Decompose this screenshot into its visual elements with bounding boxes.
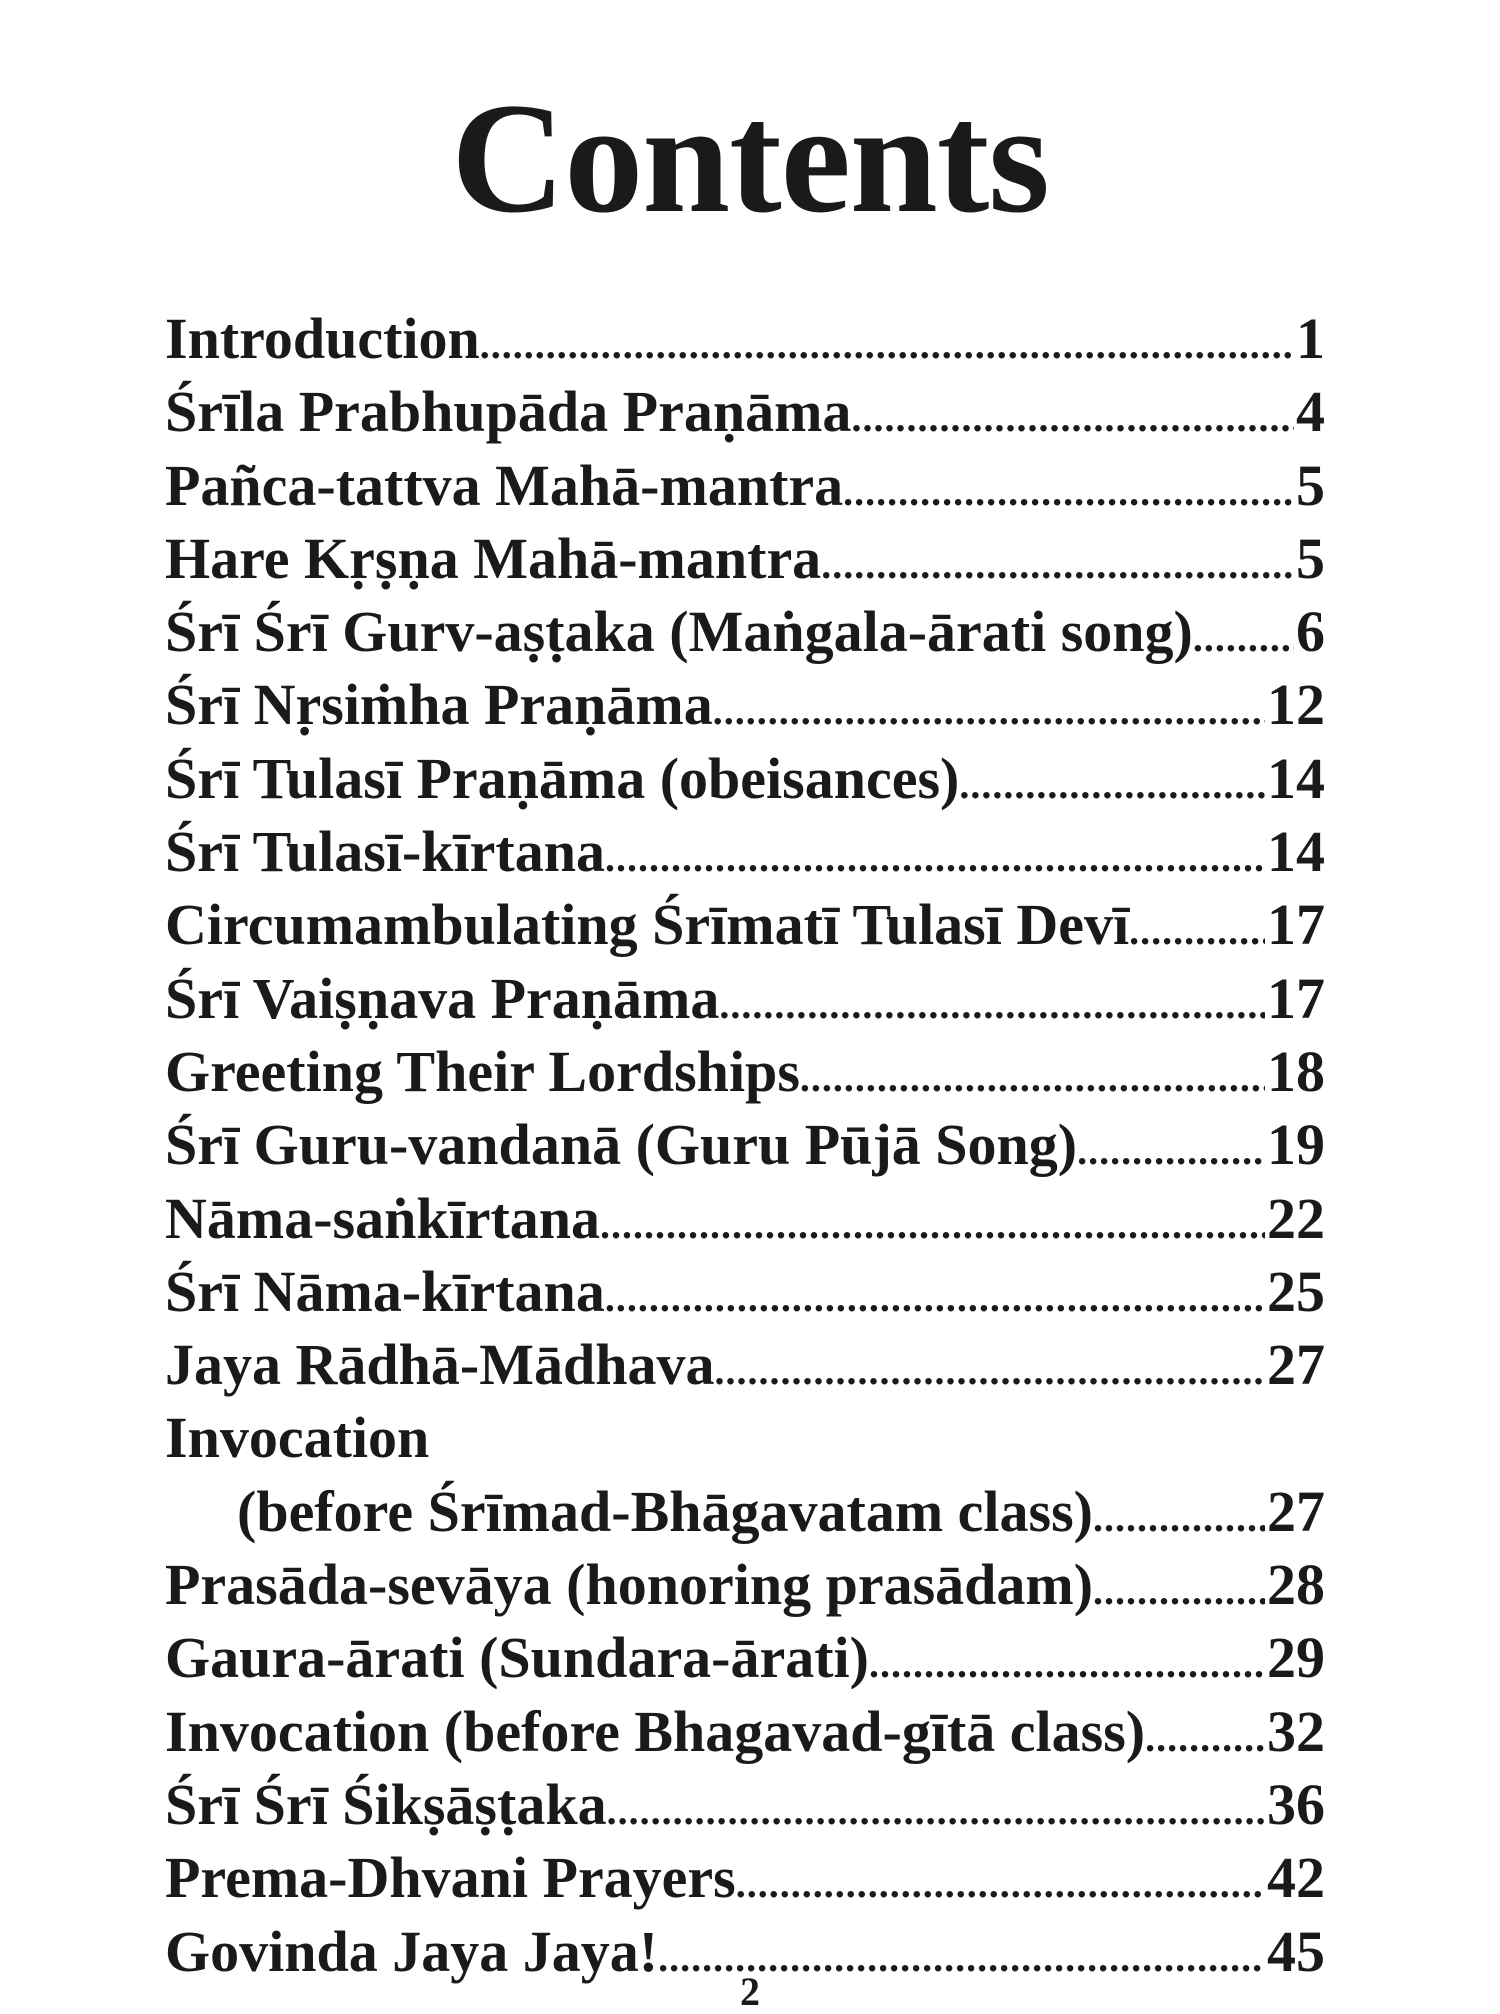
page-title: Contents bbox=[451, 71, 1049, 246]
dot-leader bbox=[851, 381, 1294, 448]
dot-leader bbox=[1077, 1114, 1265, 1181]
toc-entry-title: Śrī Tulasī-kīrtana bbox=[165, 819, 605, 885]
toc-entry bbox=[165, 522, 1325, 595]
toc-entry-page: 17 bbox=[1267, 965, 1325, 1031]
dot-leader bbox=[1145, 1701, 1265, 1768]
dot-leader bbox=[869, 1627, 1265, 1694]
toc-entry-title: Śrī Nāma-kīrtana bbox=[165, 1258, 605, 1324]
toc-entry bbox=[165, 302, 1325, 375]
dot-leader bbox=[480, 308, 1294, 375]
toc-entry bbox=[165, 449, 1325, 522]
toc-entry-title: Circumambulating Śrīmatī Tulasī Devī bbox=[165, 892, 1130, 958]
toc-entry-title: Govinda Jaya Jaya! bbox=[165, 1918, 659, 1984]
page-number-footer: 2 bbox=[740, 1969, 760, 2014]
dot-leader bbox=[605, 821, 1265, 888]
dot-leader bbox=[600, 1188, 1265, 1255]
toc-entry bbox=[165, 815, 1325, 888]
toc-entry bbox=[165, 375, 1325, 448]
toc-entry-title: Prema-Dhvani Prayers bbox=[165, 1845, 736, 1911]
toc-entry bbox=[165, 668, 1325, 741]
toc-entry-page: 22 bbox=[1267, 1185, 1325, 1251]
toc-entry-title: Invocation bbox=[165, 1405, 430, 1471]
toc-entry-title: Śrī Śrī Gurv-aṣṭaka (Maṅgala-ārati song) bbox=[165, 599, 1193, 665]
toc-entry-page: 1 bbox=[1296, 306, 1325, 371]
dot-leader bbox=[713, 674, 1265, 741]
toc-entry-page: 17 bbox=[1267, 892, 1325, 958]
toc-entry-title: Śrī Śrī Śikṣāṣṭaka bbox=[165, 1771, 607, 1837]
dot-leader bbox=[607, 1774, 1265, 1841]
dot-leader bbox=[1093, 1554, 1265, 1621]
dot-leader bbox=[1129, 894, 1265, 961]
toc-entry-page: 45 bbox=[1267, 1918, 1325, 1984]
toc-entry-title: Greeting Their Lordships bbox=[165, 1038, 800, 1104]
toc-entry-page: 27 bbox=[1267, 1478, 1325, 1544]
toc-entry bbox=[165, 1621, 1325, 1694]
toc-entry-page: 42 bbox=[1267, 1845, 1325, 1911]
toc-entry-page: 14 bbox=[1267, 819, 1325, 885]
toc-entry-title: Prasāda-sevāya (honoring prasādam) bbox=[165, 1552, 1094, 1618]
toc-entry-page: 28 bbox=[1267, 1552, 1325, 1618]
toc-entry-page: 32 bbox=[1267, 1698, 1325, 1764]
toc-entry-page: 12 bbox=[1267, 672, 1325, 738]
toc-entry-title: Śrī Guru-vandanā (Guru Pūjā Song) bbox=[165, 1112, 1078, 1178]
toc-entry-title: Śrī Vaiṣṇava Praṇāma bbox=[165, 965, 720, 1031]
toc-entry bbox=[165, 1035, 1325, 1108]
toc-entry bbox=[165, 1695, 1325, 1768]
dot-leader bbox=[800, 1041, 1265, 1108]
toc-entry-page: 5 bbox=[1296, 525, 1325, 591]
dot-leader bbox=[719, 968, 1265, 1035]
toc-entry bbox=[165, 1328, 1325, 1401]
toc-entry bbox=[165, 1768, 1325, 1841]
toc-entry-title: Śrī Tulasī Praṇāma (obeisances) bbox=[165, 745, 960, 811]
toc-entry bbox=[165, 1475, 1325, 1548]
toc-entry bbox=[165, 1401, 1325, 1474]
toc-entry-page: 29 bbox=[1267, 1625, 1325, 1691]
toc-entry bbox=[165, 1841, 1325, 1914]
toc-entry-page: 4 bbox=[1296, 379, 1325, 445]
toc-entry bbox=[165, 1108, 1325, 1181]
toc-entry-page: 6 bbox=[1296, 599, 1325, 665]
toc-entry bbox=[165, 595, 1325, 668]
toc-entry-title: Hare Kṛṣṇa Mahā-mantra bbox=[165, 525, 822, 591]
dot-leader bbox=[714, 1334, 1265, 1401]
dot-leader bbox=[959, 748, 1265, 815]
table-of-contents bbox=[165, 302, 1325, 1988]
toc-entry-page: 19 bbox=[1267, 1112, 1325, 1178]
toc-entry-title: Pañca-tattva Mahā-mantra bbox=[165, 452, 844, 518]
dot-leader bbox=[843, 455, 1294, 522]
dot-leader bbox=[605, 1261, 1265, 1328]
dot-leader bbox=[736, 1847, 1265, 1914]
toc-entry-page: 5 bbox=[1296, 452, 1325, 518]
toc-entry bbox=[165, 888, 1325, 961]
toc-entry-page: 27 bbox=[1267, 1332, 1325, 1398]
toc-entry bbox=[165, 742, 1325, 815]
dot-leader bbox=[1093, 1481, 1265, 1548]
toc-entry-page: 36 bbox=[1267, 1771, 1325, 1837]
dot-leader bbox=[821, 528, 1294, 595]
toc-entry-title: Śrīla Prabhupāda Praṇāma bbox=[165, 379, 852, 445]
dot-leader bbox=[1193, 601, 1294, 668]
toc-entry-page: 14 bbox=[1267, 745, 1325, 811]
toc-entry-page: 25 bbox=[1267, 1258, 1325, 1324]
toc-entry bbox=[165, 962, 1325, 1035]
toc-entry-title: Jaya Rādhā-Mādhava bbox=[165, 1332, 715, 1398]
toc-entry-page: 18 bbox=[1267, 1038, 1325, 1104]
toc-entry-title: Gaura-ārati (Sundara-ārati) bbox=[165, 1625, 869, 1691]
toc-entry bbox=[165, 1182, 1325, 1255]
toc-entry-title: Śrī Nṛsiṁha Praṇāma bbox=[165, 672, 713, 738]
toc-entry-title: Nāma-saṅkīrtana bbox=[165, 1185, 601, 1251]
toc-entry-title: (before Śrīmad-Bhāgavatam class) bbox=[237, 1478, 1093, 1544]
toc-entry bbox=[165, 1548, 1325, 1621]
toc-entry bbox=[165, 1255, 1325, 1328]
toc-entry-title: Introduction bbox=[165, 306, 480, 371]
toc-entry-title: Invocation (before Bhagavad-gītā class) bbox=[165, 1698, 1146, 1764]
